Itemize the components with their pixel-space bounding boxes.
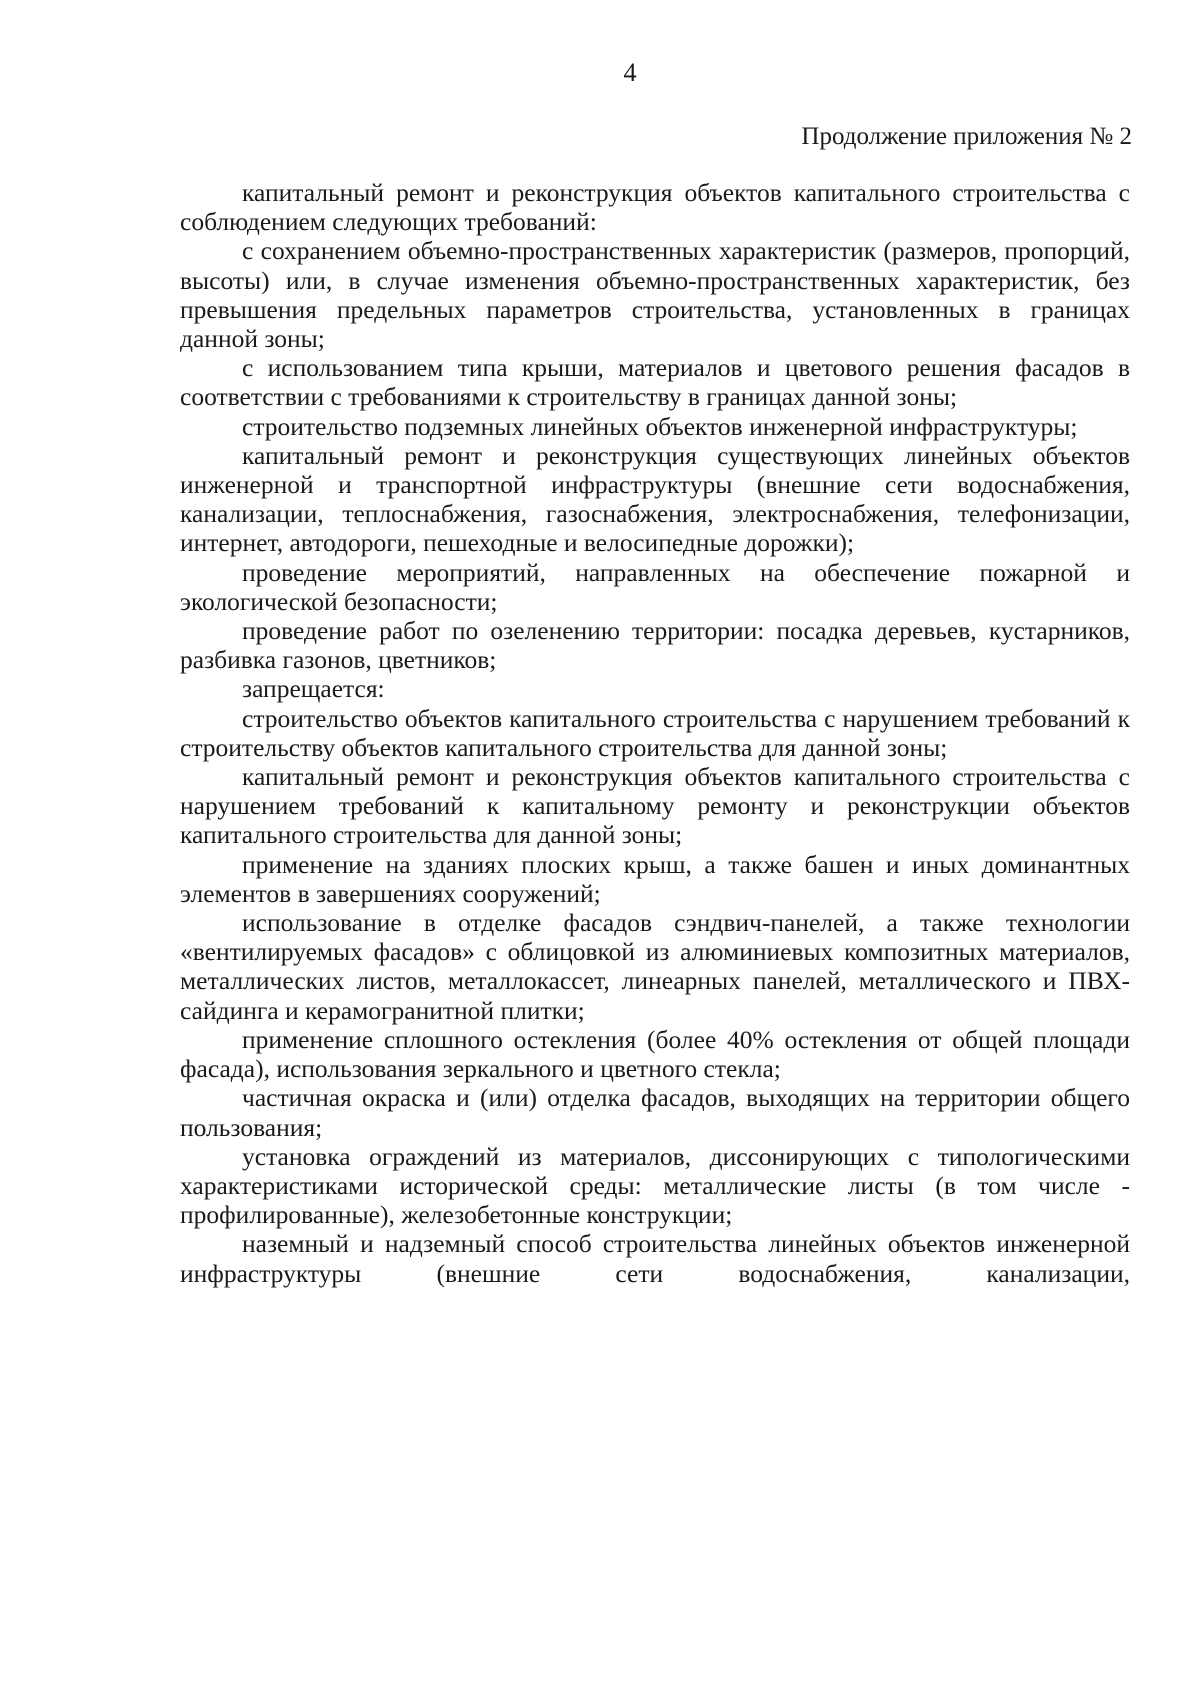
paragraph: применение на зданиях плоских крыш, а также башен и иных доминантных элементов в завершениях сооружений; [180, 849, 1130, 908]
paragraph: с использованием типа крыши, материалов и цветового решения фасадов в соответствии с требованиями к строительству в границах данной зоны; [180, 353, 1130, 412]
paragraph: с сохранением объемно-пространственных характеристик (размеров, пропорций, высоты) или, в случае изменения объемно-пространственных характеристик, без превышения предельных параметров строительства, установленных в границах данной зоны; [180, 236, 1130, 354]
page-number: 4 [623, 58, 637, 87]
appendix-continuation-label: Продолжение приложения № 2 [801, 123, 1132, 150]
paragraph: применение сплошного остекления (более 40% остекления от общей площади фасада), использования зеркального и цветного стекла; [180, 1024, 1130, 1084]
paragraph: наземный и надземный способ строительства линейных объектов инженерной инфраструктуры (внешние сети водоснабжения, канализации, [180, 1229, 1130, 1288]
paragraph: частичная окраска и (или) отделка фасадов, выходящих на территории общего пользования; [180, 1083, 1130, 1142]
paragraph: запрещается: [242, 674, 385, 704]
paragraph: строительство подземных линейных объектов инженерной инфраструктуры; [242, 411, 1078, 441]
paragraph: проведение работ по озеленению территории: посадка деревьев, кустарников, разбивка газонов, цветников; [180, 616, 1130, 675]
paragraph: использование в отделке фасадов сэндвич-панелей, а также технологии «вентилируемых фасадов» с облицовкой из алюминиевых композитных материалов, металлических листов, металлокассет, линеарных панелей, металлического и ПВХ-сайдинга и керамогранитной плитки; [180, 908, 1130, 1025]
paragraph: капитальный ремонт и реконструкция объектов капитального строительства с нарушением требований к капитальному ремонту и реконструкции объектов капитального строительства для данной зоны; [180, 762, 1130, 850]
paragraph: капитальный ремонт и реконструкция существующих линейных объектов инженерной и транспортной инфраструктуры (внешние сети водоснабжения, канализации, теплоснабжения, газоснабжения, электроснабжения, телефонизации, интернет, автодороги, пешеходные и велосипедные дорожки); [180, 440, 1130, 558]
paragraph: проведение мероприятий, направленных на обеспечение пожарной и экологической безопасности; [180, 557, 1130, 616]
paragraph: капитальный ремонт и реконструкция объектов капитального строительства с соблюдением следующих требований: [180, 178, 1130, 237]
paragraph: установка ограждений из материалов, диссонирующих с типологическими характеристиками исторической среды: металлические листы (в том числе - профилированные), железобетонные конструкции; [180, 1141, 1130, 1230]
document-body [180, 178, 1130, 1288]
paragraph: строительство объектов капитального строительства с нарушением требований к строительству объектов капитального строительства для данной зоны; [180, 703, 1130, 762]
